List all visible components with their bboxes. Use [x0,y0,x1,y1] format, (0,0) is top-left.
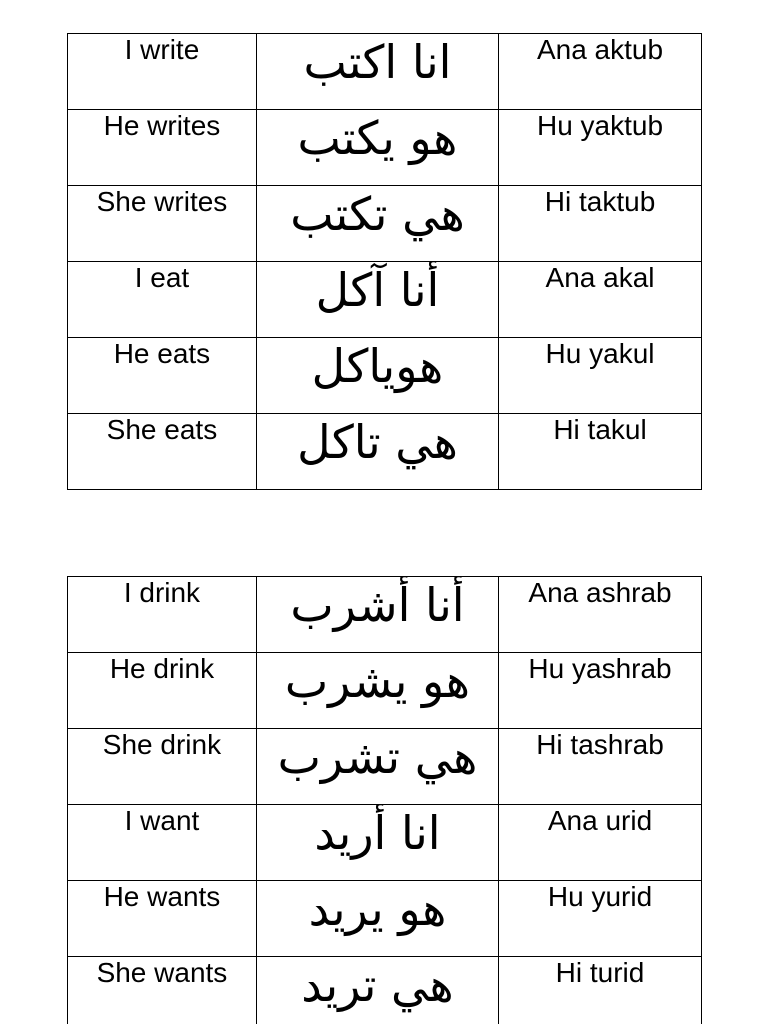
table-row [68,186,702,262]
table-row [68,110,702,186]
arabic-phrase: هي تشرب [256,729,498,805]
transliteration: Hi takul [499,414,702,490]
transliteration: Hu yashrab [499,653,702,729]
table-row [68,338,702,414]
transliteration: Ana akal [499,262,702,338]
english-phrase: I eat [68,262,257,338]
transliteration: Hu yakul [499,338,702,414]
english-phrase: I drink [68,577,257,653]
vocabulary-table-1 [67,33,702,490]
table-row [68,729,702,805]
english-phrase: I want [68,805,257,881]
table-row [68,957,702,1024]
transliteration: Hi taktub [499,186,702,262]
table-row [68,34,702,110]
transliteration: Hi turid [499,957,702,1024]
arabic-phrase: هي تاكل [256,414,498,490]
english-phrase: She eats [68,414,257,490]
transliteration: Hu yaktub [499,110,702,186]
transliteration: Ana ashrab [499,577,702,653]
transliteration: Ana aktub [499,34,702,110]
table-row [68,414,702,490]
arabic-phrase: انا أريد [256,805,498,881]
table-row [68,653,702,729]
arabic-phrase: هي تكتب [256,186,498,262]
arabic-phrase: هو يريد [256,881,498,957]
table-row [68,577,702,653]
english-phrase: She wants [68,957,257,1024]
arabic-phrase: هو يشرب [256,653,498,729]
arabic-phrase: هو يكتب [256,110,498,186]
english-phrase: He writes [68,110,257,186]
english-phrase: He wants [68,881,257,957]
arabic-phrase: أنا آكل [256,262,498,338]
english-phrase: He drink [68,653,257,729]
arabic-phrase: أنا أشرب [256,577,498,653]
transliteration: Ana urid [499,805,702,881]
english-phrase: He eats [68,338,257,414]
english-phrase: She drink [68,729,257,805]
transliteration: Hu yurid [499,881,702,957]
arabic-phrase: هوياكل [256,338,498,414]
table-row [68,805,702,881]
arabic-phrase: هي تريد [256,957,498,1024]
english-phrase: She writes [68,186,257,262]
table-row [68,881,702,957]
transliteration: Hi tashrab [499,729,702,805]
english-phrase: I write [68,34,257,110]
vocabulary-table-2 [67,576,702,1024]
table-row [68,262,702,338]
arabic-phrase: انا اكتب [256,34,498,110]
